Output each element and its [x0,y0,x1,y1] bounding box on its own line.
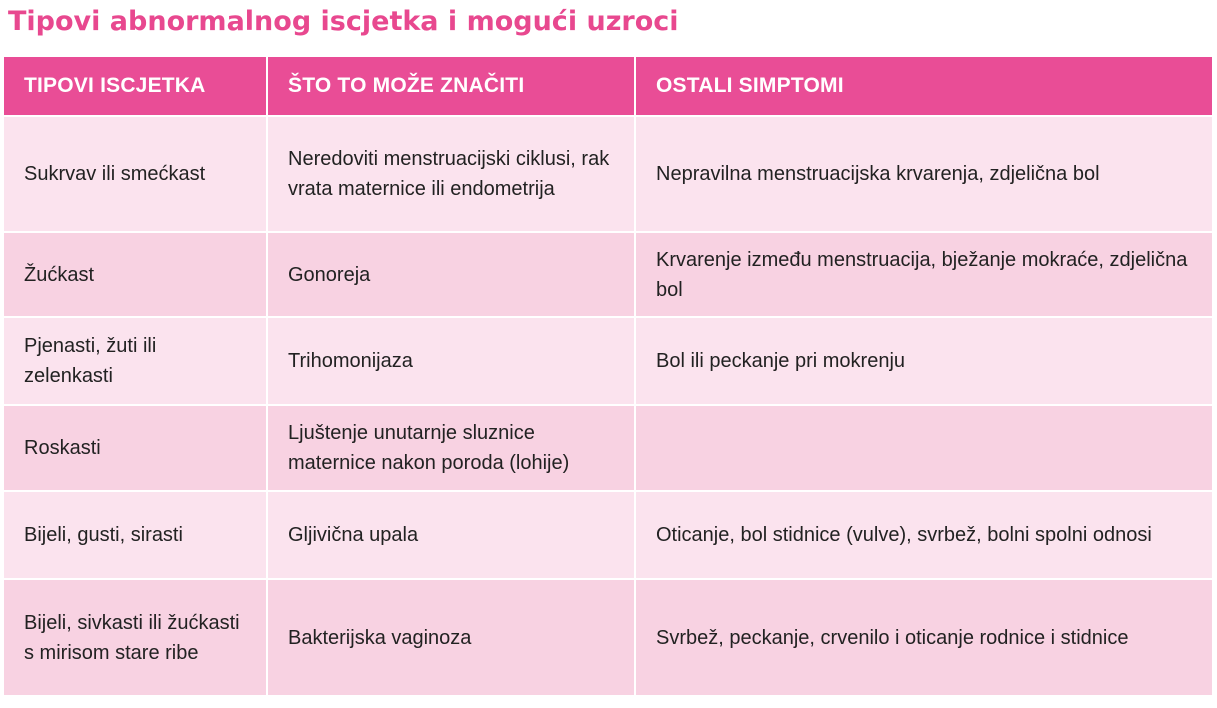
cell-discharge-type: Pjenasti, žuti ili zelenkasti [4,318,268,406]
cell-other-symptoms: Krvarenje između menstruacija, bježanje mokraće, zdjelična bol [636,233,1212,318]
page-title: Tipovi abnormalnog iscjetka i mogući uzroci [8,6,679,37]
cell-meaning: Trihomonijaza [268,318,636,406]
cell-meaning: Neredoviti menstruacijski ciklusi, rak vrata maternice ili endometrija [268,117,636,233]
cell-other-symptoms [636,406,1212,492]
column-header-other-symptoms: OSTALI SIMPTOMI [636,57,1212,117]
table-row [4,318,1212,406]
cell-meaning: Bakterijska vaginoza [268,580,636,697]
discharge-table [4,57,1212,697]
cell-meaning: Ljuštenje unutarnje sluznice maternice nakon poroda (lohije) [268,406,636,492]
table-header [4,57,1212,117]
cell-meaning: Gonoreja [268,233,636,318]
table-body [4,117,1212,697]
cell-discharge-type: Žućkast [4,233,268,318]
cell-discharge-type: Bijeli, sivkasti ili žućkasti s mirisom stare ribe [4,580,268,697]
table-row [4,233,1212,318]
table-header-row [4,57,1212,117]
column-header-discharge-type: TIPOVI ISCJETKA [4,57,268,117]
cell-other-symptoms: Bol ili peckanje pri mokrenju [636,318,1212,406]
cell-discharge-type: Roskasti [4,406,268,492]
cell-meaning: Gljivična upala [268,492,636,580]
table-row [4,117,1212,233]
table-row [4,580,1212,697]
cell-discharge-type: Sukrvav ili smećkast [4,117,268,233]
discharge-table-container [4,57,1212,697]
table-row [4,406,1212,492]
table-row [4,492,1212,580]
cell-other-symptoms: Nepravilna menstruacijska krvarenja, zdjelična bol [636,117,1212,233]
column-header-meaning: ŠTO TO MOŽE ZNAČITI [268,57,636,117]
cell-discharge-type: Bijeli, gusti, sirasti [4,492,268,580]
cell-other-symptoms: Oticanje, bol stidnice (vulve), svrbež, bolni spolni odnosi [636,492,1212,580]
cell-other-symptoms: Svrbež, peckanje, crvenilo i oticanje rodnice i stidnice [636,580,1212,697]
